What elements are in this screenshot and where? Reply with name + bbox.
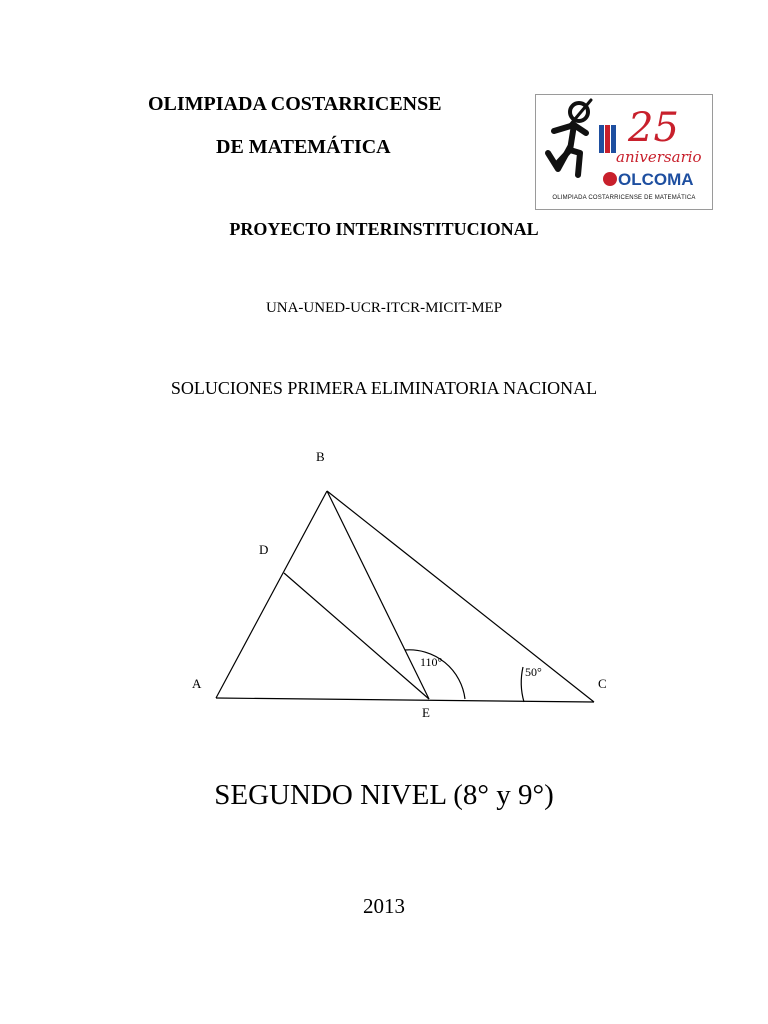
olcoma-logo-graphic — [536, 95, 712, 209]
title-line-2: DE MATEMÁTICA — [216, 136, 391, 158]
institutions-line: UNA-UNED-UCR-ITCR-MICIT-MEP — [265, 300, 503, 316]
ribbon-icon — [599, 125, 616, 153]
segment-BC — [327, 491, 594, 702]
angle-label-50: 50° — [525, 665, 542, 679]
logo-brand: OLCOMA — [618, 170, 694, 189]
segment-AB — [216, 491, 327, 698]
year-text: 2013 — [363, 894, 405, 918]
segment-AC — [216, 698, 594, 702]
solutions-title: SOLUCIONES PRIMERA ELIMINATORIA NACIONAL — [170, 378, 598, 398]
point-label-B: B — [316, 449, 325, 464]
runner-figure-icon — [548, 100, 591, 175]
olcoma-logo — [535, 94, 713, 210]
logo-word: aniversario — [616, 148, 702, 166]
triangle-figure — [190, 440, 630, 730]
level-title: SEGUNDO NIVEL (8° y 9°) — [214, 779, 554, 811]
point-label-E: E — [422, 705, 430, 720]
segment-DE — [284, 573, 429, 699]
title-line-1: OLIMPIADA COSTARRICENSE — [148, 93, 442, 115]
logo-number: 25 — [628, 105, 679, 151]
point-label-D: D — [259, 542, 269, 557]
project-title: PROYECTO INTERINSTITUCIONAL — [229, 219, 539, 239]
logo-dot-icon — [603, 172, 617, 186]
segment-BE — [327, 491, 429, 699]
angle-arc-50 — [521, 667, 524, 702]
angle-label-110: 110° — [420, 655, 443, 669]
point-label-A: A — [192, 676, 202, 691]
point-label-C: C — [598, 676, 607, 691]
logo-caption: OLIMPIADA COSTARRICENSE DE MATEMÁTICA — [552, 195, 696, 201]
